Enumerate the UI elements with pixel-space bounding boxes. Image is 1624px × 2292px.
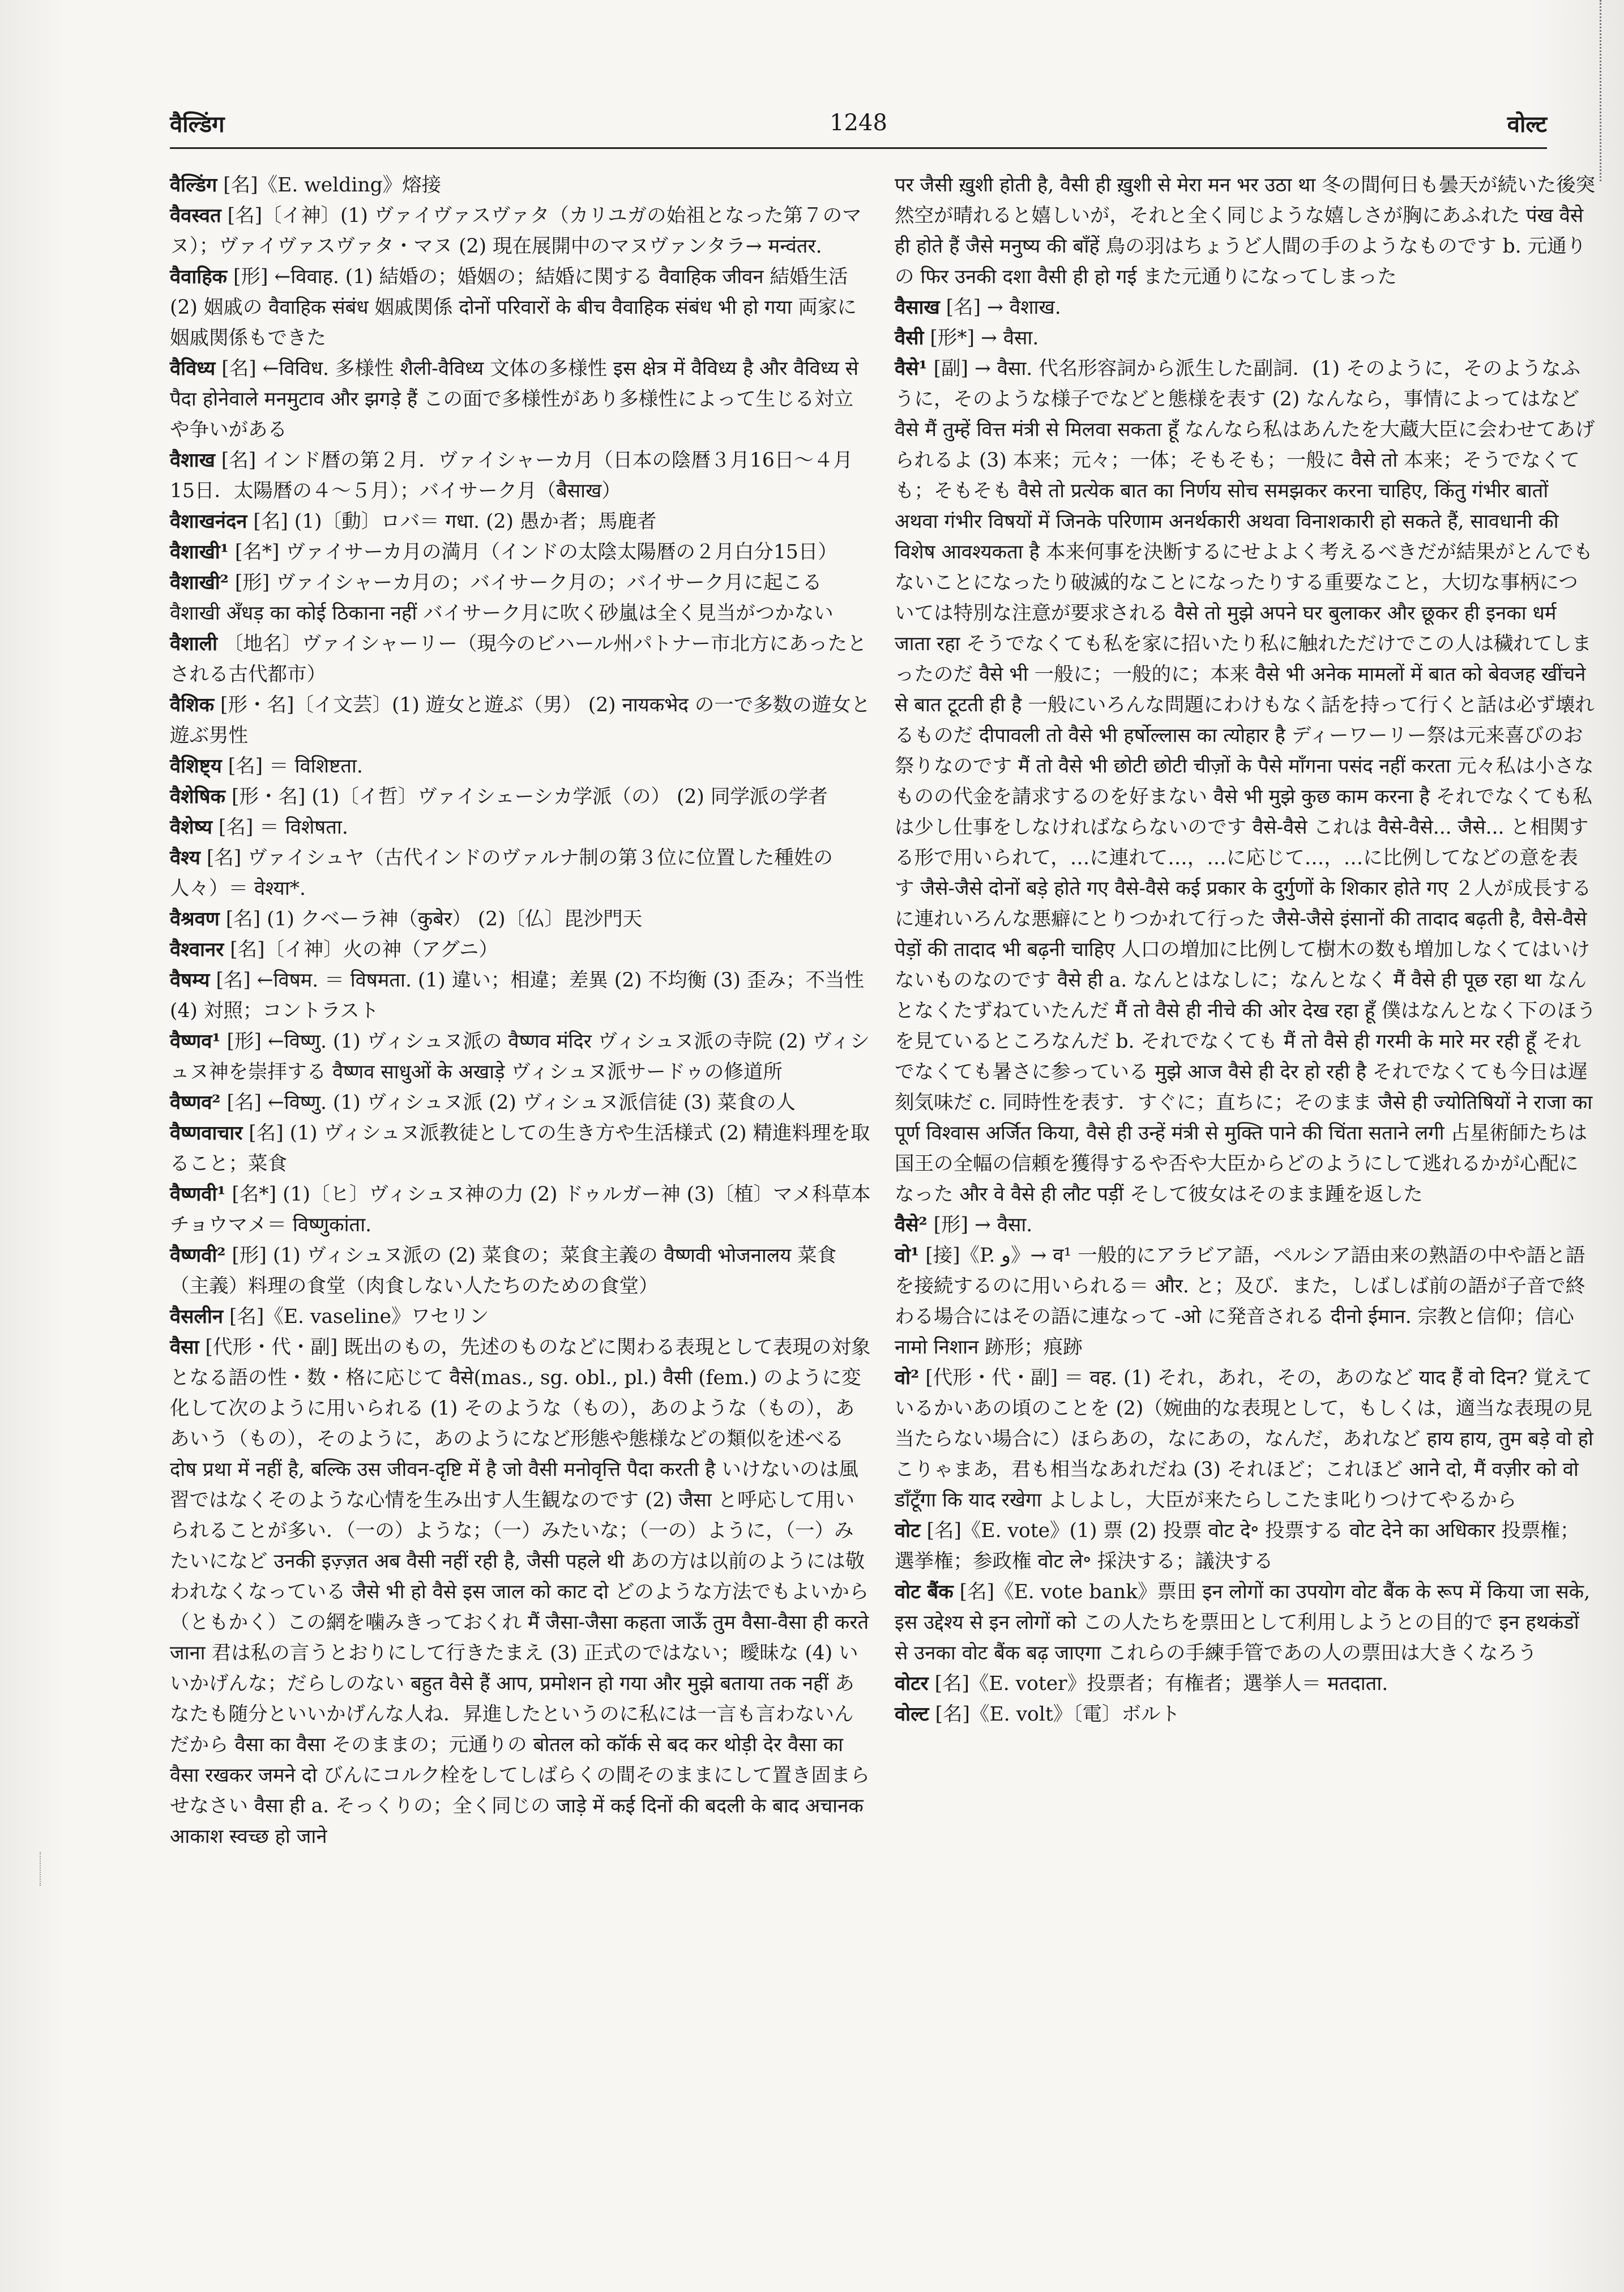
dictionary-entry [170, 1332, 872, 1852]
entry-headword: वैष्णवी¹ [170, 1183, 226, 1206]
entry-headword: वैवाहिक [170, 266, 228, 288]
entry-definition: [形] (1) ヴィシュヌ派の (2) 菜食の；菜食主義の वैष्णवी भोजनालय 菜食（主義）料理の食堂（肉食しない人たちのための食堂） [170, 1244, 837, 1297]
entry-headword: वैशाखी² [170, 571, 229, 594]
entry-definition: [名] インド暦の第２月．ヴァイシャーカ月（日本の陰暦３月16日〜４月15日．太陽暦の４〜５月）；バイサーク月（बैसाख） [170, 449, 853, 502]
entry-headword: वैशाखी¹ [170, 541, 229, 564]
entry-definition: [代形・代・副] ＝ वह. (1) それ，あれ，その，あのなど याद हैं वो दिन? 覚えているかいあの頃のことを (2)（婉曲的な表現として，もしくは，適当な表現の見当たらない場合に）ほらあの，なにあの，なんだ，あれなど हाय हाय, तुम बड़े वो हो こりゃまあ，君も相当なあれだね (3) それほど；これほど आने दो, मैं वज़ीर को वो डाँटूँगा कि याद रखेगा よしよし，大臣が来たらしこたま叱りつけてやるから [895, 1367, 1593, 1512]
entry-headword: वोट बैंक [895, 1581, 954, 1603]
entry-headword: वैष्णवाचार [170, 1122, 243, 1145]
dictionary-entry [170, 200, 872, 262]
entry-headword: वैषम्य [170, 969, 210, 992]
entry-headword: वैश्य [170, 847, 200, 869]
header-first-headword: वैल्डिंग [170, 111, 225, 138]
entry-headword: वैसा [170, 1336, 199, 1359]
dictionary-entry [170, 353, 872, 445]
dictionary-entry [895, 1210, 1597, 1240]
dictionary-entry [170, 170, 872, 200]
entry-definition: पर जैसी ख़ुशी होती है, वैसी ही ख़ुशी से मेरा मन भर उठा था 冬の間何日も曇天が続いた後突然空が晴れると嬉しいが，それと全く同じような嬉しさが胸にあふれた पंख वैसे ही होते हैं जैसे मनुष्य की बाँहें 鳥の羽はちょうど人間の手のようなものです b. 元通りの फिर उनकी दशा वैसी ही हो गई また元通りになってしまった [895, 174, 1596, 288]
entry-headword: वो¹ [895, 1244, 920, 1267]
dictionary-entry [895, 1516, 1597, 1577]
entry-headword: वैष्णव¹ [170, 1030, 221, 1053]
entry-headword: वैश्वानर [170, 938, 224, 961]
dictionary-entry [170, 567, 872, 629]
entry-headword: वैशाख [170, 449, 215, 472]
dictionary-entry [170, 506, 872, 537]
entry-headword: वोट [895, 1520, 921, 1542]
entry-definition: [形・名] (1)〔イ哲〕ヴァイシェーシカ学派（の） (2) 同学派の学者 [225, 786, 828, 808]
dictionary-entry [170, 904, 872, 934]
dictionary-entry [895, 1363, 1597, 1516]
entry-definition: [形] ←विवाह. (1) 結婚の；婚姻の；結婚に関する वैवाहिक जीवन 結婚生活 (2) 姻戚の वैवाहिक संबंध 姻戚関係 दोनों परिवारों के बीच वैवाहिक संबंध भी हो गया 両家に姻戚関係もできた [170, 266, 857, 349]
entry-definition: [名*] (1)〔ヒ〕ヴィシュヌ神の力 (2) ドゥルガー神 (3)〔植〕マメ科草本チョウマメ＝ विष्णुकांता. [170, 1183, 871, 1236]
dictionary-entry [895, 1240, 1597, 1363]
entry-definition: [名*] ヴァイサーカ月の満月（インドの太陰太陽暦の２月白分15日） [228, 541, 837, 564]
dictionary-entry [170, 262, 872, 353]
dictionary-entry [170, 1087, 872, 1118]
entry-headword: वैशाखनंदन [170, 510, 247, 533]
dictionary-entry [170, 690, 872, 751]
entry-definition: [名]《E. welding》熔接 [217, 174, 442, 197]
entry-headword: वोटर [895, 1672, 929, 1695]
entry-headword: वैश्रवण [170, 908, 220, 931]
entry-definition: [名] (1) ヴィシュヌ派教徒としての生き方や生活様式 (2) 精進料理を取ること；菜食 [170, 1122, 870, 1175]
dictionary-entry [170, 751, 872, 782]
entry-definition: [名]〔イ神〕火の神（アグニ） [224, 938, 498, 961]
dictionary-entry [170, 934, 872, 965]
entry-headword: वैसाख [895, 296, 940, 319]
dictionary-entry [895, 1699, 1597, 1730]
entry-headword: वैसी [895, 327, 924, 349]
dictionary-entry [895, 353, 1597, 1210]
dictionary-entry [170, 445, 872, 506]
dictionary-entry [170, 537, 872, 567]
entry-headword: वो² [895, 1367, 920, 1389]
left-column [170, 170, 872, 2258]
entry-definition: [名] ＝ विशिष्टता. [221, 755, 363, 778]
dictionary-entry [170, 1179, 872, 1240]
entry-definition: [名]《E. volt》〔電〕ボルト [929, 1703, 1180, 1726]
dictionary-entry [170, 629, 872, 690]
entry-definition: [名] → वैशाख. [939, 296, 1061, 319]
entry-definition: [形] → वैसा. [927, 1214, 1033, 1236]
entry-headword: वैसे¹ [895, 357, 928, 380]
entry-definition: [接]《P. و》→ व¹ 一般的にアラビア語，ペルシア語由来の熟語の中や語と語を接続するのに用いられる＝ और. と；及び．また，しばしば前の語が子音で終わる場合にはその語に連なって -ओ に発音される दीनो ईमान. 宗教と信仰；信心 नामो निशान 跡形；痕跡 [895, 1244, 1585, 1359]
dictionary-entry [170, 1118, 872, 1179]
entry-headword: वैशिष्ट्य [170, 755, 222, 778]
running-header [170, 102, 1547, 149]
entry-definition: [形] ←विष्णु. (1) ヴィシュヌ派の वैष्णव मंदिर ヴィシュヌ派の寺院 (2) ヴィシュヌ神を崇拝する वैष्णव साधुओं के अखाड़े ヴィシュヌ派サードゥの修道所 [170, 1030, 870, 1083]
page-number: 1248 [830, 110, 887, 136]
dictionary-entry [170, 1240, 872, 1301]
header-last-headword: वोल्ट [1507, 111, 1547, 138]
entry-definition: [形・名]〔イ文芸〕(1) 遊女と遊ぶ（男） (2) नायकभेद の一で多数の遊女と遊ぶ男性 [170, 694, 871, 747]
entry-headword: वैष्णवी² [170, 1244, 226, 1267]
dictionary-entry [170, 812, 872, 843]
entry-definition: [名] (1)〔動〕ロバ＝ गधा. (2) 愚か者；馬鹿者 [247, 510, 657, 533]
entry-definition: [代形・代・副] 既出のもの，先述のものなどに関わる表現として表現の対象となる語の性・数・格に応じて वैसे(mas., sg. obl., pl.) वैसी (fem.) のように変化して次のように用いられる (1) そのような（もの），あのような（もの），ああいう（もの），そのように，あのようになど形態や態様などの類似を述べる दोष प्रथा में नहीं है, बल्कि उस जीवन-दृष्टि में है जो वैसी मनोवृत्ति पैदा करती है いけないのは風習ではなくそのような心情を生み出す人生観なのです (2) जैसा と呼応して用いられることが多い．（一の）ような；（一）みたいな；（一の）ように，（一）みたいになど उनकी इज़्ज़त अब वैसी नहीं रही है, जैसी पहले थी あの方は以前のようには敬われなくなっている जैसे भी हो वैसे इस जाल को काट दो どのような方法でもよいから（ともかく）この網を噛みきっておくれ मैं जैसा-जैसा कहता जाऊँ तुम वैसा-वैसा ही करते जाना 君は私の言うとおりにして行きたまえ (3) 正式のではない；曖昧な (4) いいかげんな；だらしのない बहुत वैसे हैं आप, प्रमोशन हो गया और मुझे बताया तक नहीं あなたも随分といいかげんな人ね．昇進したというのに私には一言も言わないんだから वैसा का वैसा そのままの；元通りの बोतल को कॉर्क से बद कर थोड़ी देर वैसा का वैसा रखकर जमने दो びんにコルク栓をしてしばらくの間そのままにして置き固まらせなさい वैसा ही a. そっくりの；全く同じの जाड़े में कई दिनों की बदली के बाद अचानक आकाश स्वच्छ हो जाने [170, 1336, 871, 1848]
entry-headword: वैशेषिक [170, 786, 226, 808]
dictionary-entry [895, 323, 1597, 353]
entry-definition: [名] ←विषम. ＝ विषमता. (1) 違い；相違；差異 (2) 不均衡 (3) 歪み；不当性 (4) 対照；コントラスト [170, 969, 864, 1022]
dictionary-entry [895, 170, 1597, 292]
entry-definition: [名]〔イ神〕(1) ヴァイヴァスヴァタ（カリユガの始祖となった第７のマヌ）；ヴァイヴァスヴァタ・マヌ (2) 現在展開中のマヌヴァンタラ→ मन्वंतर. [170, 204, 862, 258]
entry-definition: [名]《E. vote》(1) 票 (2) 投票 वोट दे॰ 投票する वोट देने का अधिकार 投票権；選挙権；参政権 वोट ले॰ 採決する；議決する [895, 1520, 1580, 1573]
entry-definition: [名] ヴァイシュヤ（古代インドのヴァルナ制の第３位に位置した種姓の人々）＝ वेश्या*. [170, 847, 833, 900]
dictionary-entry [895, 1577, 1597, 1668]
entry-headword: वैशेष्य [170, 816, 212, 839]
entry-definition: [名] ＝ विशेषता. [212, 816, 348, 839]
entry-definition: [名]《E. vote bank》票田 इन लोगों का उपयोग वोट बैंक के रूप में किया जा सके, इस उद्देश्य से इन लोगों को この人たちを票田として利用しようとの目的で इन हथकंडों से उनका वोट बैंक बढ़ जाएगा これらの手練手管であの人の票田は大きくなろう [895, 1581, 1591, 1664]
entry-headword: वैशाली [170, 633, 217, 655]
entry-headword: वैष्णव² [170, 1091, 221, 1114]
dictionary-entry [170, 1026, 872, 1087]
dictionary-entry [895, 1668, 1597, 1699]
entry-definition: [名] ←विष्णु. (1) ヴィシュヌ派 (2) ヴィシュヌ派信徒 (3) 菜食の人 [220, 1091, 796, 1114]
entry-definition: [形] ヴァイシャーカ月の；バイサーク月の；バイサーク月に起こる वैशाखी अँधड़ का कोई ठिकाना नहीं バイサーク月に吹く砂嵐は全く見当がつかない [170, 571, 834, 625]
entry-headword: वैविध्य [170, 357, 216, 380]
dictionary-entry [895, 292, 1597, 323]
entry-headword: वैल्डिंग [170, 174, 217, 197]
entry-headword: वोल्ट [895, 1703, 929, 1726]
right-column [895, 170, 1597, 2258]
dictionary-entry [170, 782, 872, 812]
dictionary-entry [170, 965, 872, 1026]
entry-headword: वैशिक [170, 694, 215, 716]
entry-definition: [名]《E. voter》投票者；有権者；選挙人＝ मतदाता. [928, 1672, 1388, 1695]
dictionary-entry [170, 1301, 872, 1332]
page-edge-decoration [1600, 0, 1624, 181]
margin-mark [40, 1852, 63, 1886]
entry-definition: [名]《E. vaseline》ワセリン [223, 1305, 489, 1328]
entry-definition: [副] → वैसा. 代名形容詞から派生した副詞．(1) そのように，そのようなふうに，そのような様子でなどと態様を表す (2) なんなら，事情によってはなど वैसे मैं तुम्हें वित्त मंत्री से मिलवा सकता हूँ なんなら私はあんたを大蔵大臣に会わせてあげられるよ (3) 本来；元々；一体；そもそも；一般に वैसे तो 本来；そうでなくても；そもそも वैसे तो प्रत्येक बात का निर्णय सोच समझकर करना चाहिए, किंतु गंभीर बातों अथवा गंभीर विषयों में जिनके परिणाम अनर्थकारी अथवा विनाशकारी हो सकते हैं, सावधानी की विशेष आवश्यकता है 本来何事を決断するにせよよく考えるべきだが結果がとんでもないことになったり破滅的なことになったりする重要なこと，大切な事柄については特別な注意が要求される वैसे तो मुझे अपने घर बुलाकर और छूकर ही इनका धर्म जाता रहा そうでなくても私を家に招いたり私に触れただけでこの人は穢れてしまったのだ वैसे भी 一般に；一般的に；本来 वैसे भी अनेक मामलों में बात को बेवजह खींचने से बात टूटती ही है 一般にいろんな問題にわけもなく話を持って行くと話は必ず壊れるものだ दीपावली तो वैसे भी हर्षोल्लास का त्योहार है ディーワーリー祭は元来喜びのお祭りなのです मैं तो वैसे भी छोटी छोटी चीज़ों के पैसे माँगना पसंद नहीं करता 元々私は小さなものの代金を請求するのを好まない वैसे भी मुझे कुछ काम करना है それでなくても私は少し仕事をしなければならないのです वैसे-वैसे これは वैसे-वैसे... जैसे... と相関する形で用いられて，…に連れて…，…に応じて…，…に比例してなどの意を表す जैसे-जैसे दोनों बड़े होते गए वैसे-वैसे कई प्रकार के दुर्गुणों के शिकार होते गए ２人が成長するに連れいろんな悪癖にとりつかれて行った जैसे-जैसे इंसानों की तादाद बढ़ती है, वैसे-वैसे पेड़ों की तादाद भी बढ़नी चाहिए 人口の増加に比例して樹木の数も増加しなくてはいけないものなのです वैसे ही a. なんとはなしに；なんとなく मैं वैसे ही पूछ रहा था なんとなくたずねていたんだ मैं तो वैसे ही नीचे की ओर देख रहा हूँ 僕はなんとなく下のほうを見ているところなんだ b. それでなくても मैं तो वैसे ही गरमी के मारे मर रही हूँ それでなくても暑さに参っている मुझे आज वैसे ही देर हो रही है それでなくても今日は遅刻気味だ c. 同時性を表す．すぐに；直ちに；そのまま जैसे ही ज्योतिषियों ने राजा का पूर्ण विश्वास अर्जित किया, वैसे ही उन्हें मंत्री से मुक्ति पाने की चिंता सताने लगी 占星術師たちは国王の全幅の信頼を獲得するや否や大臣からどのようにして逃れるかが心配になった और वे वैसे ही लौट पड़ीं そして彼女はそのまま踵を返した [895, 357, 1596, 1206]
entry-definition: [形*] → वैसा. [924, 327, 1039, 349]
entry-definition: 〔地名〕ヴァイシャーリー（現今のビハール州パトナー市北方にあったとされる古代都市） [170, 633, 867, 686]
entry-headword: वैसे² [895, 1214, 928, 1236]
entry-definition: [名] (1) クベーラ神（कुबेर） (2)〔仏〕毘沙門天 [219, 908, 643, 931]
entry-definition: [名] ←विविध. 多様性 शैली-वैविध्य 文体の多様性 इस क्षेत्र में वैविध्य है और वैविध्य से पैदा होनेवाले मनमुटाव और झगड़े हैं この面で多様性があり多様性によって生じる対立や争いがある [170, 357, 859, 441]
dictionary-entry [170, 843, 872, 904]
entry-headword: वैवस्वत [170, 204, 221, 227]
entry-headword: वैसलीन [170, 1305, 223, 1328]
